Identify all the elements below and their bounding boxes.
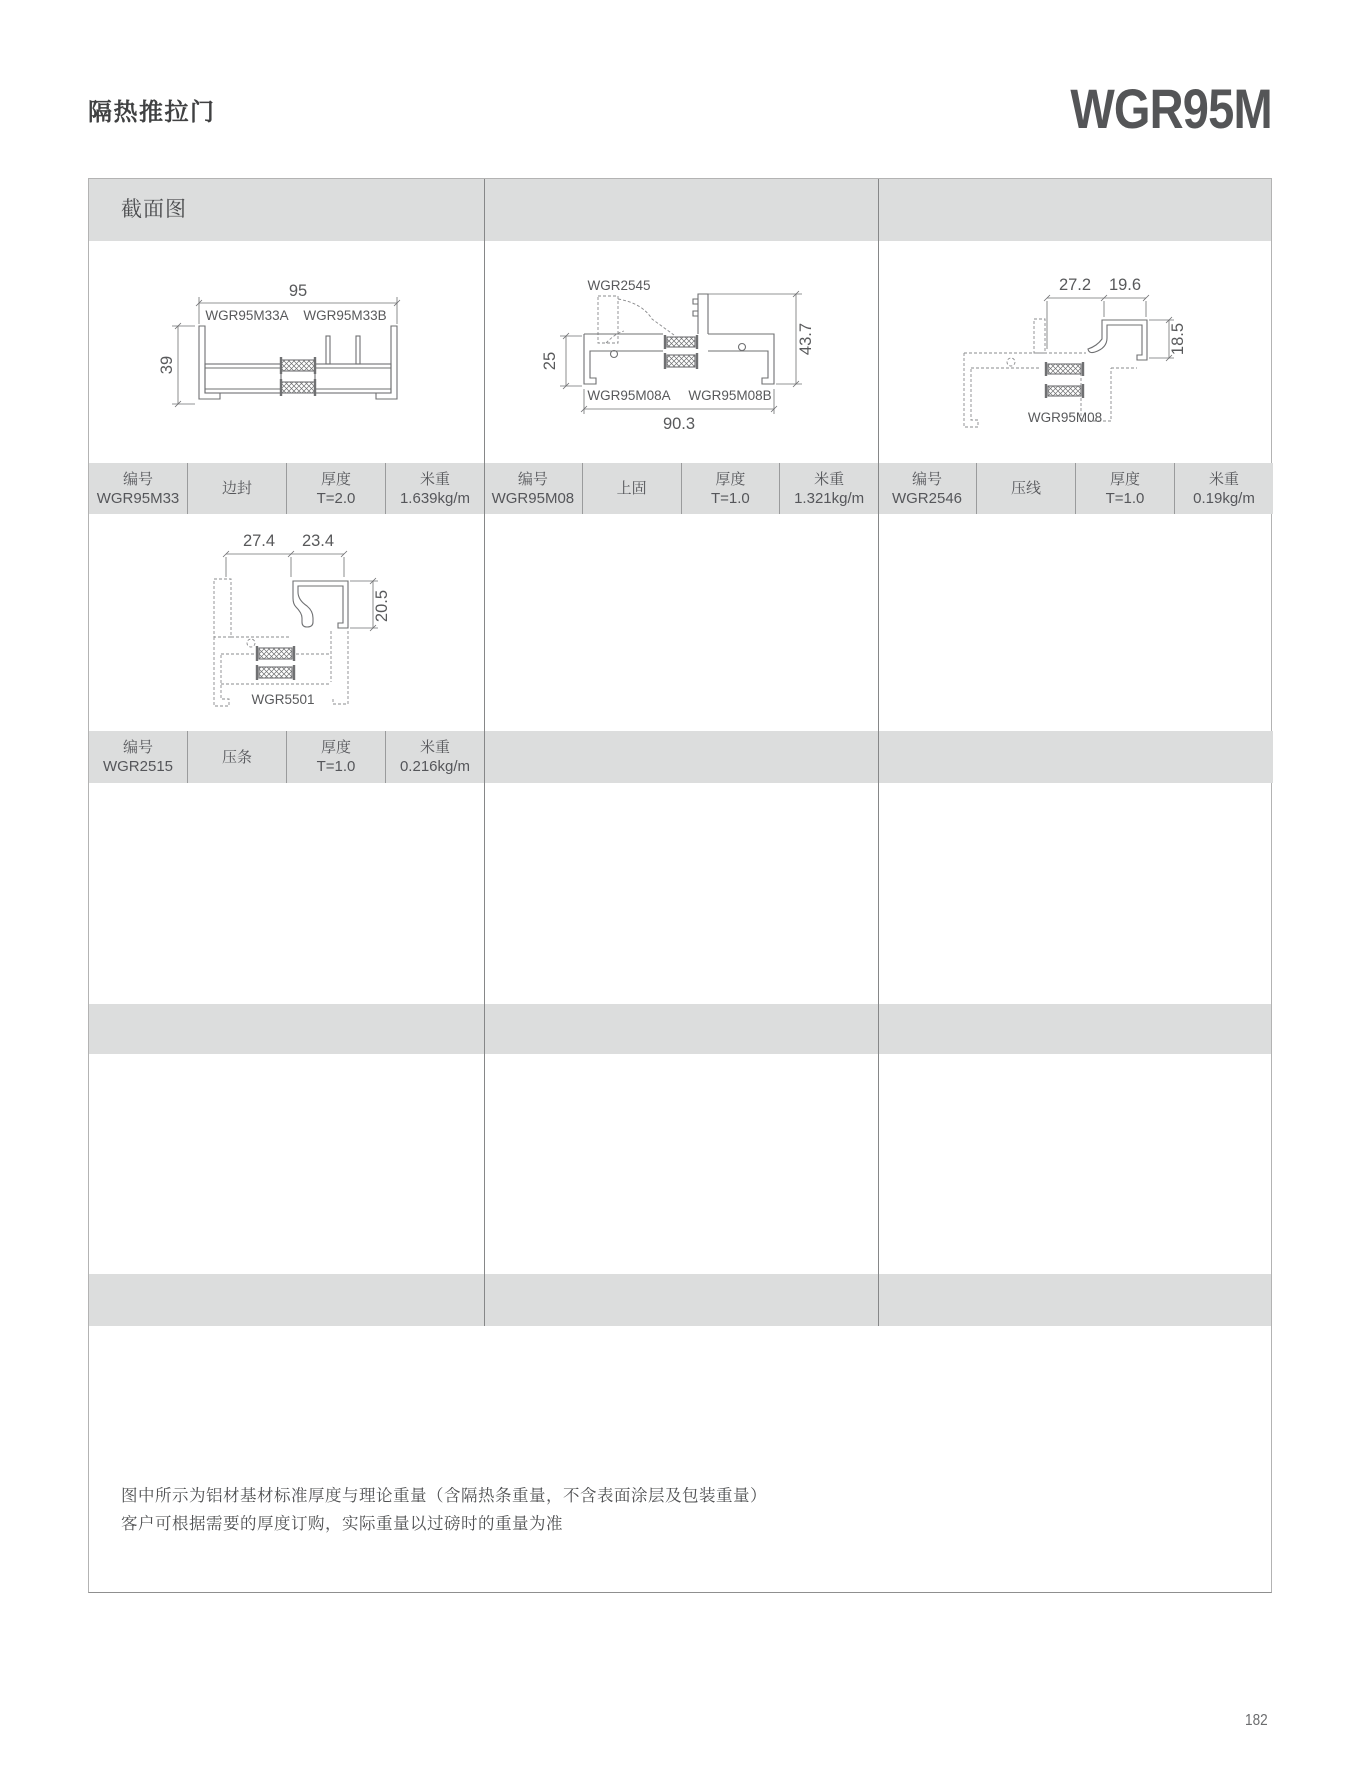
profile-label: WGR95M08A xyxy=(587,388,671,403)
thickness-value: T=1.0 xyxy=(1105,489,1145,507)
spec-cell-code xyxy=(89,731,188,783)
spec-group-empty xyxy=(484,731,878,783)
footnote-line: 客户可根据需要的厚度订购，实际重量以过磅时的重量为准 xyxy=(121,1514,563,1533)
spec-cell-thickness xyxy=(1076,463,1175,514)
dim-height: 39 xyxy=(158,355,176,375)
code-label: 编号 xyxy=(122,470,153,488)
spec-cell-weight xyxy=(386,731,484,783)
profile-label: WGR95M08B xyxy=(688,388,772,403)
thickness-value: T=2.0 xyxy=(316,489,356,507)
code-label: 编号 xyxy=(911,470,942,488)
spec-cell-thickness xyxy=(682,463,781,514)
name-value: 压条 xyxy=(221,748,252,766)
profile-label: WGR2545 xyxy=(587,278,651,293)
code-label: 编号 xyxy=(517,470,548,488)
spec-cell-code xyxy=(89,463,188,514)
spec-cell-thickness xyxy=(287,731,386,783)
spec-row xyxy=(89,731,1271,783)
empty-band-row xyxy=(89,1274,1271,1326)
dim-b: 23.4 xyxy=(301,532,335,550)
dim-b: 19.6 xyxy=(1108,276,1142,294)
dim-right: 43.7 xyxy=(797,322,815,356)
empty-cell xyxy=(484,731,878,783)
footnote-line: 图中所示为铝材基材标准厚度与理论重量（含隔热条重量，不含表面涂层及包装重量） xyxy=(121,1487,767,1505)
spec-cell-name xyxy=(188,463,287,514)
weight-label: 米重 xyxy=(419,470,450,488)
page-title: 隔热推拉门 xyxy=(88,99,216,126)
weight-value: 0.216kg/m xyxy=(399,758,471,775)
thickness-value: T=1.0 xyxy=(710,489,750,507)
weight-value: 1.321kg/m xyxy=(794,489,865,507)
thickness-label: 厚度 xyxy=(1109,470,1140,488)
cross-section-diagram-wgr2546 xyxy=(878,241,1273,463)
cross-section-diagram-wgr95m33 xyxy=(89,241,484,463)
profile-label: WGR95M33A xyxy=(205,308,289,323)
spec-cell-weight xyxy=(1175,463,1273,514)
spec-cell-weight xyxy=(780,463,878,514)
thickness-value: T=1.0 xyxy=(316,758,356,775)
spec-cell-weight xyxy=(386,463,484,514)
thickness-label: 厚度 xyxy=(320,739,351,756)
cross-section-diagram-wgr95m08 xyxy=(484,241,878,463)
empty-cell xyxy=(878,731,1273,783)
name-value: 上固 xyxy=(616,480,647,497)
name-value: 边封 xyxy=(221,480,252,497)
profile-label: WGR5501 xyxy=(251,692,315,707)
dim-right: 20.5 xyxy=(373,589,391,623)
model-code: WGR95M xyxy=(1070,77,1272,140)
dim-left: 25 xyxy=(541,351,559,371)
thickness-label: 厚度 xyxy=(715,470,746,488)
spec-cell-code xyxy=(878,463,977,514)
section-table xyxy=(88,178,1272,1593)
dim-a: 27.4 xyxy=(242,532,276,550)
spec-group-wgr2546 xyxy=(878,463,1273,514)
dim-a: 27.2 xyxy=(1058,276,1092,294)
spec-group-wgr95m08 xyxy=(484,463,878,514)
dim-right: 18.5 xyxy=(1169,322,1187,356)
code-value: WGR95M08 xyxy=(491,489,575,507)
spec-cell-name xyxy=(583,463,682,514)
weight-value: 1.639kg/m xyxy=(399,489,471,507)
code-value: WGR2515 xyxy=(102,758,174,775)
code-label: 编号 xyxy=(122,739,153,756)
empty-band-row xyxy=(89,1004,1271,1054)
weight-value: 0.19kg/m xyxy=(1193,489,1255,507)
thickness-label: 厚度 xyxy=(320,470,351,488)
weight-label: 米重 xyxy=(1208,470,1239,488)
footnotes xyxy=(121,1483,767,1538)
section-header-label: 截面图 xyxy=(121,198,187,221)
spec-row xyxy=(89,463,1271,514)
spec-cell-thickness xyxy=(287,463,386,514)
spec-cell-name xyxy=(188,731,287,783)
code-value: WGR2546 xyxy=(891,489,963,507)
column-divider xyxy=(878,179,879,1326)
table-header-band xyxy=(89,179,1271,241)
profile-label: WGR95M33B xyxy=(303,308,387,323)
cross-section-diagram-wgr2515 xyxy=(89,514,484,731)
dim-width: 95 xyxy=(288,282,308,300)
weight-label: 米重 xyxy=(814,470,845,488)
code-value: WGR95M33 xyxy=(96,489,180,507)
name-value: 压线 xyxy=(1010,480,1041,497)
spec-group-empty xyxy=(878,731,1273,783)
spec-group-wgr2515 xyxy=(89,731,484,783)
dim-bottom: 90.3 xyxy=(662,415,696,433)
spec-group-wgr95m33 xyxy=(89,463,484,514)
column-divider xyxy=(484,179,485,1326)
page-number: 182 xyxy=(1245,1712,1268,1729)
spec-cell-name xyxy=(977,463,1076,514)
profile-label: WGR95M08 xyxy=(1027,410,1103,425)
spec-cell-code xyxy=(484,463,583,514)
weight-label: 米重 xyxy=(419,739,450,756)
